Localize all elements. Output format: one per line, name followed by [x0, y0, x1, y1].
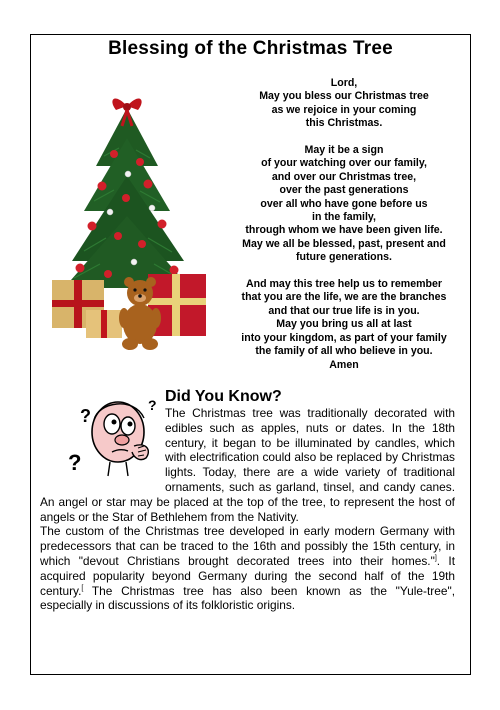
prayer-line: over the past generations	[279, 184, 409, 197]
prayer-line: Amen	[329, 358, 359, 371]
did-you-know-body	[40, 406, 455, 613]
prayer-line: into your kingdom, as part of your family	[241, 331, 447, 344]
prayer-line: Lord,	[330, 77, 358, 89]
did-you-know-heading: Did You Know?	[165, 388, 282, 405]
citation-mark: [	[81, 584, 84, 592]
prayer-line: and over our Christmas tree,	[271, 170, 417, 183]
paragraph-2-part-b: . It acquired popularity beyond Germany during the second half of the 19th century.	[40, 553, 456, 598]
prayer-line: as we rejoice in your coming	[271, 103, 417, 116]
svg-text:?: ?	[68, 450, 82, 475]
prayer-line: this Christmas.	[305, 117, 383, 130]
prayer-line: of your watching over our family,	[261, 157, 427, 170]
prayer-line: May you bring us all at last	[276, 318, 412, 331]
svg-text:?: ?	[80, 406, 91, 426]
prayer-text	[224, 77, 464, 372]
prayer-line: in the family,	[312, 211, 376, 224]
prayer-line: May you bless our Christmas tree	[259, 90, 429, 103]
prayer-line: May it be a sign	[304, 144, 384, 157]
prayer-line: over all who have gone before us	[260, 197, 428, 210]
prayer-line: the family of all who believe in you.	[255, 345, 433, 358]
prayer-line: And may this tree help us to remember	[245, 278, 443, 291]
prayer-line: through whom we have been given life.	[245, 224, 443, 237]
prayer-stanza-2	[224, 144, 464, 265]
prayer-line: May we all be blessed, past, present and	[242, 237, 446, 250]
did-you-know-paragraph-2	[40, 524, 455, 613]
christmas-tree-image	[44, 66, 216, 358]
prayer-line: that you are the life, we are the branches	[241, 291, 447, 304]
paragraph-2-part-a: The custom of the Christmas tree developed in early modern Germany with predecessors that can be traced to the 16th and possibly the 15th century, in which "devout Christians brought decorated trees into their homes."	[40, 524, 455, 568]
prayer-stanza-1	[224, 77, 464, 131]
prayer-line: future generations.	[296, 251, 392, 264]
svg-text:?: ?	[148, 397, 157, 413]
paragraph-2-part-c: The Christmas tree has also been known as the "Yule-tree", especially in discussions of its folkloristic origins.	[40, 583, 455, 613]
citation-mark: ]	[434, 555, 437, 562]
prayer-stanza-3	[224, 278, 464, 372]
prayer-line: and that our true life is in you.	[268, 304, 420, 317]
page-title: Blessing of the Christmas Tree	[108, 38, 393, 59]
did-you-know-paragraph-1: The Christmas tree was traditionally decorated with edibles such as apples, nuts or dates. In the 18th century, it began to be illuminated by candles, which with electrification could also be replaced by Christmas lights. Today, there are a wide variety of traditional ornaments, such as garland, tinsel, and candy canes. An angel or star may be placed at the top of the tree, to represent the host of angels or the Star of Bethlehem from the Nativity.	[40, 406, 455, 524]
